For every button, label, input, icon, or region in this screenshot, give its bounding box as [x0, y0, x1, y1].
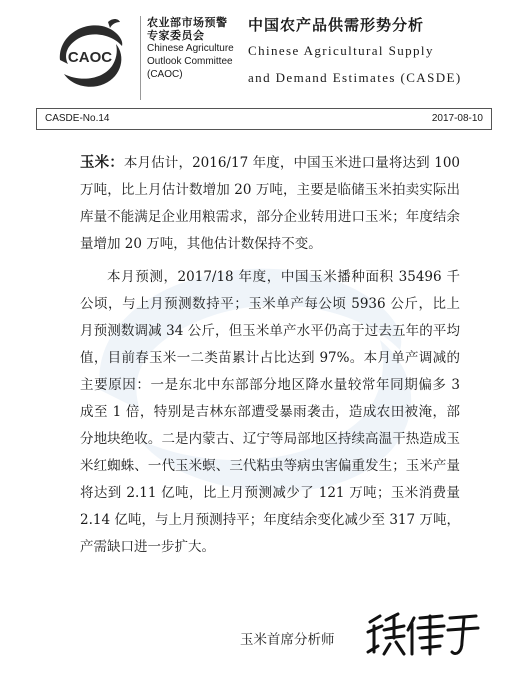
analyst-title: 玉米首席分析师	[240, 632, 335, 648]
issue-number: CASDE-No.14	[45, 113, 110, 124]
org-name-cn-line1: 农业部市场预警	[147, 16, 228, 29]
paragraph-1-text: 本月估计，2016/17 年度，中国玉米进口量将达到 100 万吨，比上月估计数增加 20 万吨，主要是临储玉米拍卖实际出库量不能满足企业用粮需求，部分企业转用进口玉米；年度结余量增加 20 万吨，其他估计数保持不变。	[80, 155, 461, 252]
publication-title-en-line2: and Demand Estimates (CASDE)	[248, 70, 462, 85]
issue-date: 2017-08-10	[431, 113, 483, 124]
report-body	[80, 150, 460, 567]
publication-title-cn: 中国农产品供需形势分析	[248, 16, 425, 34]
org-name-cn-line2: 专家委员会	[147, 29, 205, 42]
org-name-en-line1: Chinese Agriculture	[147, 43, 234, 54]
handwritten-signature	[364, 608, 482, 660]
lead-term: 玉米：	[80, 155, 124, 171]
caoc-logo	[50, 16, 130, 96]
paragraph-2: 本月预测，2017/18 年度，中国玉米播种面积 35496 千公顷，与上月预测数持平；玉米单产每公顷 5936 公斤，比上月预测数调减 34 公斤，但玉米单产水平仍高于过去五年的平均值，目前春玉米一二类苗累计占比达到 97%。本月单产调减的主要原因：一是东北中东部部分地区降水量较常年同期偏多 3 成至 1 倍，特别是吉林东部遭受暴雨袭击，造成农田被淹，部分地块绝收。二是内蒙古、辽宁等局部地区持续高温干热造成玉米红蜘蛛、一代玉米螟、三代粘虫等病虫害偏重发生；玉米产量将达到 2.11 亿吨，比上月预测减少了 121 万吨；玉米消费量 2.14 亿吨，与上月预测持平；年度结余变化减少至 317 万吨，产需缺口进一步扩大。	[80, 269, 460, 555]
organization-block	[140, 16, 251, 100]
paragraph-1	[80, 150, 460, 258]
org-name-en-line2: Outlook Committee	[147, 56, 233, 67]
issue-info-bar	[36, 108, 492, 130]
publication-title-block	[248, 14, 510, 88]
org-name-en-line3: (CAOC)	[147, 69, 183, 80]
publication-title-en-line1: Chinese Agricultural Supply	[248, 43, 434, 58]
logo-text: CAOC	[67, 49, 113, 66]
